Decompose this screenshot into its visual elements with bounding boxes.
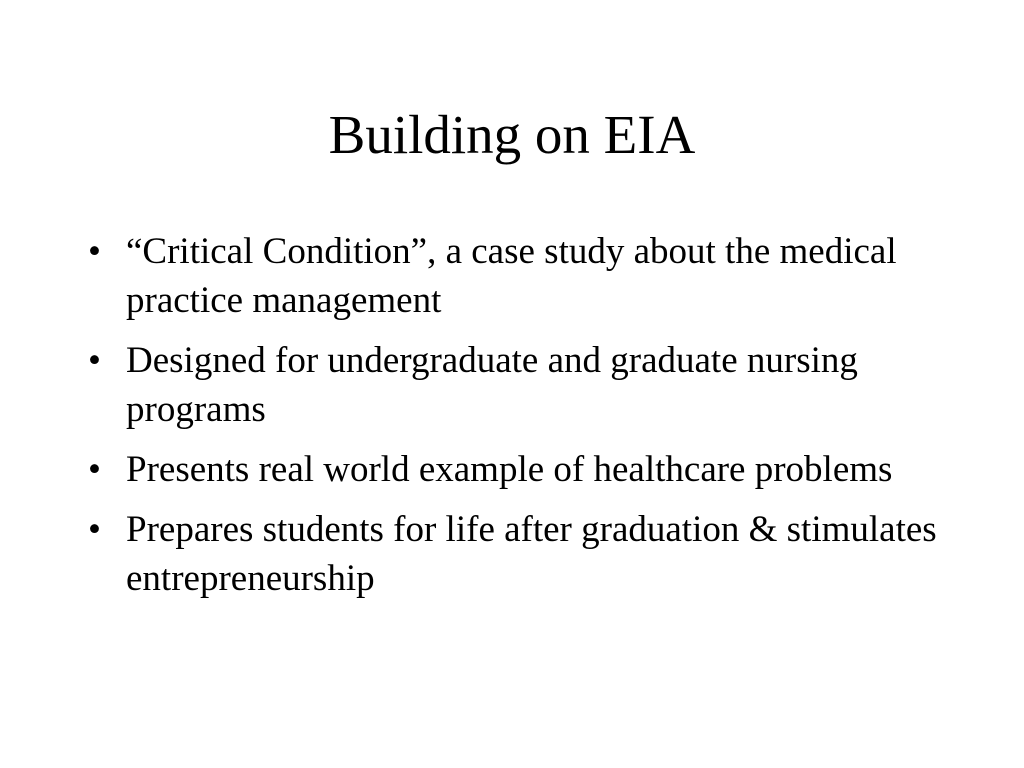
bullet-icon: • (88, 509, 101, 550)
slide-title: Building on EIA (328, 104, 696, 165)
bullet-item (88, 227, 948, 325)
bullet-icon: • (88, 340, 101, 381)
bullet-text: “Critical Condition”, a case study about the medical practice management (126, 231, 897, 321)
bullet-icon: • (88, 231, 101, 272)
bullet-text: Prepares students for life after graduation & stimulates entrepreneurship (126, 509, 937, 599)
bullet-item (88, 336, 948, 434)
bullet-text: Designed for undergraduate and graduate nursing programs (126, 340, 858, 430)
bullet-icon: • (88, 449, 101, 490)
bullet-list (88, 227, 948, 614)
bullet-item (88, 505, 948, 603)
bullet-item (88, 445, 948, 494)
bullet-text: Presents real world example of healthcare problems (126, 449, 893, 490)
